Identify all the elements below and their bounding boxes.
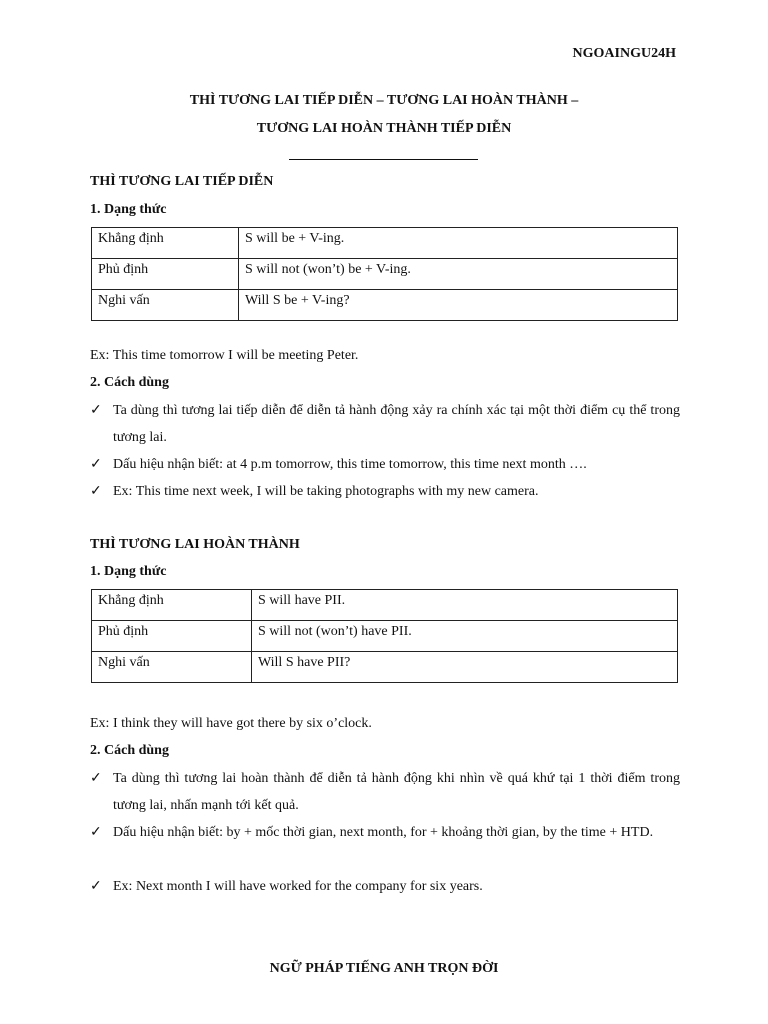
list-item-text: Ex: This time next week, I will be taking photographs with my new camera. xyxy=(113,484,539,499)
table-cell-label: Nghi vấn xyxy=(92,290,239,321)
table-row xyxy=(92,290,678,321)
table-cell-label: Phủ định xyxy=(92,259,239,290)
checkmark-icon: ✓ xyxy=(90,879,102,894)
list-item xyxy=(90,873,680,900)
table-cell-formula: Will S have PII? xyxy=(252,652,678,683)
section1-heading: THÌ TƯƠNG LAI TIẾP DIỄN xyxy=(90,174,274,189)
section2-form-heading: 1. Dạng thức xyxy=(90,564,167,579)
checkmark-icon: ✓ xyxy=(90,403,102,418)
section1-form-heading: 1. Dạng thức xyxy=(90,202,167,217)
page-title-line-1: THÌ TƯƠNG LAI TIẾP DIỄN – TƯƠNG LAI HOÀN THÀNH – xyxy=(189,93,579,108)
brand-header: NGOAINGU24H xyxy=(572,46,676,61)
checkmark-icon: ✓ xyxy=(90,484,102,499)
checkmark-icon: ✓ xyxy=(90,771,102,786)
table-cell-formula: S will be + V-ing. xyxy=(239,228,678,259)
checkmark-icon: ✓ xyxy=(90,457,102,472)
section1-form-table xyxy=(91,227,678,321)
table-cell-label: Khẳng định xyxy=(92,590,252,621)
table-cell-label: Nghi vấn xyxy=(92,652,252,683)
table-cell-label: Phủ định xyxy=(92,621,252,652)
section2-example: Ex: I think they will have got there by six o’clock. xyxy=(90,716,372,731)
table-row xyxy=(92,228,678,259)
page-footer: NGỮ PHÁP TIẾNG ANH TRỌN ĐỜI xyxy=(269,961,499,976)
list-item-text: Dấu hiệu nhận biết: by + mốc thời gian, next month, for + khoảng thời gian, by the time + HTD. xyxy=(113,825,654,840)
table-row xyxy=(92,259,678,290)
table-cell-label: Khẳng định xyxy=(92,228,239,259)
list-item xyxy=(90,397,680,451)
list-item-text: Ta dùng thì tương lai tiếp diễn để diễn tả hành động xảy ra chính xác tại một thời điểm cụ thể trong tương lai. xyxy=(113,403,680,445)
list-item-text: Ex: Next month I will have worked for the company for six years. xyxy=(113,879,483,894)
table-cell-formula: S will not (won’t) have PII. xyxy=(252,621,678,652)
section1-example: Ex: This time tomorrow I will be meeting Peter. xyxy=(90,348,359,363)
section1-usage-heading: 2. Cách dùng xyxy=(90,375,169,390)
section2-heading: THÌ TƯƠNG LAI HOÀN THÀNH xyxy=(90,537,300,552)
section2-form-table xyxy=(91,589,678,683)
table-row xyxy=(92,652,678,683)
list-item xyxy=(90,819,680,846)
list-item xyxy=(90,765,680,819)
table-cell-formula: Will S be + V-ing? xyxy=(239,290,678,321)
list-item-text: Dấu hiệu nhận biết: at 4 p.m tomorrow, this time tomorrow, this time next month …. xyxy=(113,457,587,472)
table-cell-formula: S will have PII. xyxy=(252,590,678,621)
list-item xyxy=(90,478,680,505)
table-row xyxy=(92,590,678,621)
page-title-line-2: TƯƠNG LAI HOÀN THÀNH TIẾP DIỄN xyxy=(256,121,512,136)
title-divider xyxy=(289,159,478,160)
list-item-text: Ta dùng thì tương lai hoàn thành để diễn tả hành động khi nhìn về quá khứ tại 1 thời điểm trong tương lai, nhấn mạnh tới kết quả. xyxy=(113,771,680,813)
table-row xyxy=(92,621,678,652)
section2-usage-heading: 2. Cách dùng xyxy=(90,743,169,758)
checkmark-icon: ✓ xyxy=(90,825,102,840)
list-item xyxy=(90,451,680,478)
table-cell-formula: S will not (won’t) be + V-ing. xyxy=(239,259,678,290)
